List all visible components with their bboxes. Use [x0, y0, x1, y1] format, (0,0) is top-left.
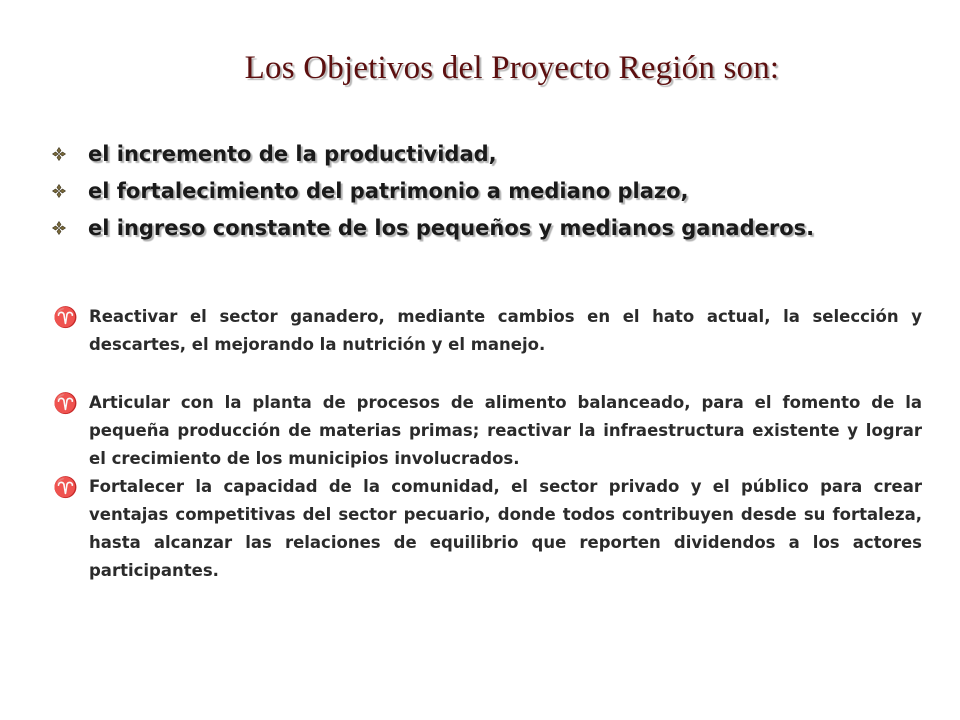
slide-title: Los Objetivos del Proyecto Región son: [244, 50, 780, 86]
detail-item [50, 303, 922, 359]
aries-symbol-icon: ♈ [53, 391, 78, 415]
detail-text: Articular con la planta de procesos de alimento balanceado, para el fomento de la pequeña producción de materias primas; reactivar la infraestructura existente y lograr el crecimiento de los municipios involucrados. [89, 393, 922, 468]
four-petal-diamond-icon [52, 184, 66, 198]
four-petal-diamond-icon [52, 147, 66, 161]
aries-symbol-icon: ♈ [53, 475, 78, 499]
objective-item [50, 173, 930, 210]
detail-text: Reactivar el sector ganadero, mediante cambios en el hato actual, la selección y descartes, el mejorando la nutrición y el manejo. [89, 307, 922, 354]
aries-symbol-icon: ♈ [53, 305, 78, 329]
objective-item [50, 136, 930, 173]
objective-item [50, 210, 930, 247]
detail-text: Fortalecer la capacidad de la comunidad, el sector privado y el público para crear ventajas competitivas del sector pecuario, donde todos contribuyen desde su fortaleza, hasta alcanzar las relaciones de equilibrio que reporten dividendos a los actores participantes. [89, 477, 922, 580]
objective-text: el incremento de la productividad, [88, 142, 497, 166]
objective-text: el ingreso constante de los pequeños y medianos ganaderos. [88, 216, 815, 240]
detail-item [50, 389, 922, 473]
details-list [50, 303, 922, 585]
objective-text: el fortalecimiento del patrimonio a mediano plazo, [88, 179, 689, 203]
four-petal-diamond-icon [52, 221, 66, 235]
detail-item [50, 473, 922, 585]
objectives-list [50, 136, 930, 247]
